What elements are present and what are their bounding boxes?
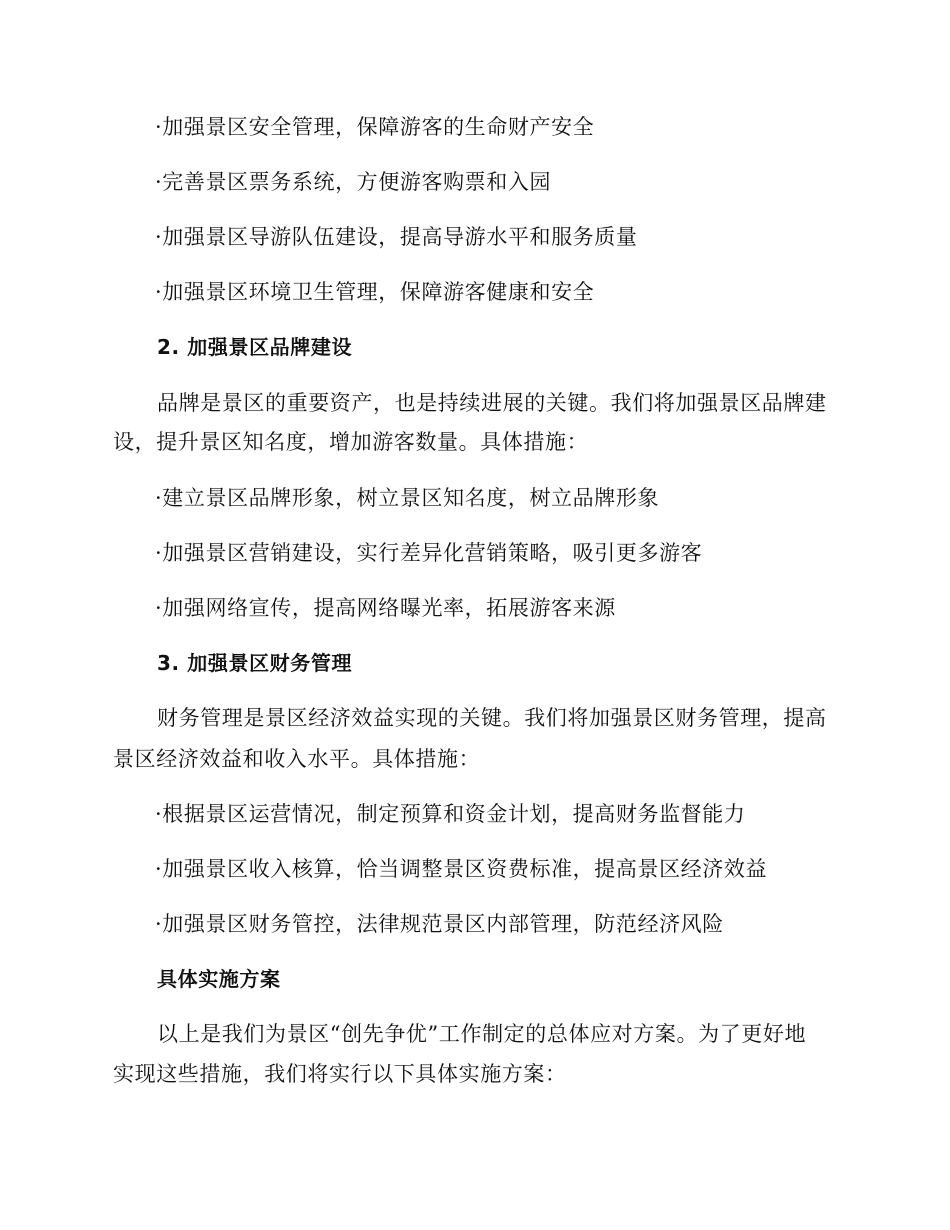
bullet-online-promotion: ·加强网络宣传，提高网络曝光率，拓展游客来源 bbox=[155, 596, 616, 620]
bullet-marketing: ·加强景区营销建设，实行差异化营销策略，吸引更多游客 bbox=[155, 541, 703, 565]
bullet-ticketing-system: ·完善景区票务系统，方便游客购票和入园 bbox=[155, 170, 552, 194]
section-heading-finance: 3. 加强景区财务管理 bbox=[157, 651, 353, 675]
bullet-financial-control: ·加强景区财务管控，法律规范景区内部管理，防范经济风险 bbox=[155, 912, 724, 936]
paragraph-implementation-line2: 实现这些措施，我们将实行以下具体实施方案： bbox=[113, 1062, 567, 1086]
paragraph-finance-line1: 财务管理是景区经济效益实现的关键。我们将加强景区财务管理，提高 bbox=[157, 706, 827, 730]
paragraph-brand-line1: 品牌是景区的重要资产，也是持续进展的关键。我们将加强景区品牌建 bbox=[157, 391, 827, 415]
bullet-brand-image: ·建立景区品牌形象，树立景区知名度，树立品牌形象 bbox=[155, 486, 660, 510]
bullet-guide-team: ·加强景区导游队伍建设，提高导游水平和服务质量 bbox=[155, 225, 638, 249]
section-heading-implementation: 具体实施方案 bbox=[157, 967, 281, 991]
bullet-revenue-accounting: ·加强景区收入核算，恰当调整景区资费标准，提高景区经济效益 bbox=[155, 857, 768, 881]
paragraph-brand-line2: 设，提升景区知名度，增加游客数量。具体措施： bbox=[113, 430, 589, 454]
paragraph-finance-line2: 景区经济效益和收入水平。具体措施： bbox=[113, 747, 481, 771]
section-heading-brand: 2. 加强景区品牌建设 bbox=[157, 335, 353, 359]
bullet-budget-plan: ·根据景区运营情况，制定预算和资金计划，提高财务监督能力 bbox=[155, 802, 746, 826]
paragraph-implementation-line1: 以上是我们为景区“创先争优”工作制定的总体应对方案。为了更好地 bbox=[157, 1022, 807, 1046]
bullet-environment-hygiene: ·加强景区环境卫生管理，保障游客健康和安全 bbox=[155, 280, 595, 304]
bullet-safety-management: ·加强景区安全管理，保障游客的生命财产安全 bbox=[155, 115, 595, 139]
